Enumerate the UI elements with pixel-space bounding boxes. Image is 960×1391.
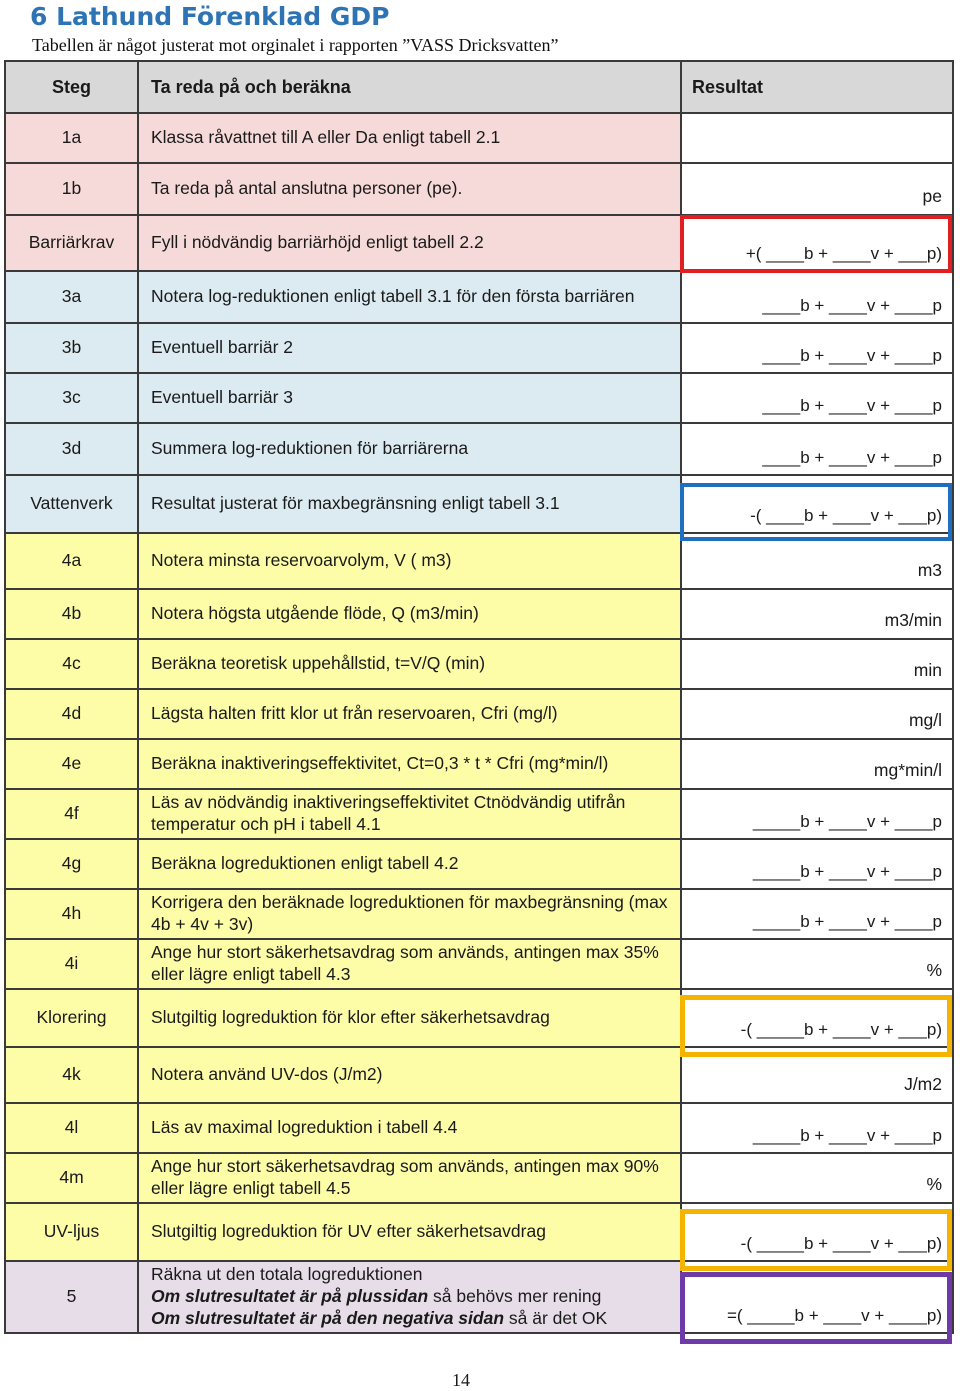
waterworks-highlight [680,483,952,541]
step-cell: Barriärkrav [5,215,138,271]
emphasis: Om slutresultatet är på plussidan [151,1286,429,1307]
result-cell: % [681,1153,953,1203]
result-cell: ____b + ____v + ____p [681,373,953,423]
result-cell: +( ____b + ____v + ___p) [681,215,953,271]
header-result: Resultat [681,61,953,113]
desc-cell: Resultat justerat för maxbegränsning enligt tabell 3.1 [138,475,681,533]
result-cell: _____b + ____v + ____p [681,889,953,939]
step-cell: 4k [5,1047,138,1103]
step-cell: 3c [5,373,138,423]
desc-cell: Ange hur stort säkerhetsavdrag som används, antingen max 90% eller lägre enligt tabell 4.5 [138,1153,681,1203]
desc-cell: Beräkna teoretisk uppehållstid, t=V/Q (min) [138,639,681,689]
table-row [5,1103,953,1153]
desc-cell: Ange hur stort säkerhetsavdrag som används, antingen max 35% eller lägre enligt tabell 4.3 [138,939,681,989]
step-cell: Klorering [5,989,138,1047]
result-cell: m3 [681,533,953,589]
step-cell: 4i [5,939,138,989]
header-desc: Ta reda på och beräkna [138,61,681,113]
desc-cell: Slutgiltig logreduktion för klor efter säkerhetsavdrag [138,989,681,1047]
table-row [5,589,953,639]
desc-cell: Klassa råvattnet till A eller Da enligt tabell 2.1 [138,113,681,163]
uv-highlight [680,1209,952,1271]
step-cell: 3a [5,271,138,323]
step-cell: 4f [5,789,138,839]
step-cell: 4m [5,1153,138,1203]
desc-cell [138,1261,681,1333]
result-cell: ____b + ____v + ____p [681,323,953,373]
result-cell: J/m2 [681,1047,953,1103]
step-cell: 4a [5,533,138,589]
desc-cell: Eventuell barriär 2 [138,323,681,373]
step-cell: 3b [5,323,138,373]
step-cell: 1b [5,163,138,215]
desc-cell: Beräkna logreduktionen enligt tabell 4.2 [138,839,681,889]
step-cell: 4d [5,689,138,739]
result-cell: =( _____b + ____v + ____p) [681,1261,953,1333]
total-highlight [680,1272,952,1344]
result-cell: _____b + ____v + ____p [681,1103,953,1153]
desc-line [151,1286,668,1308]
table-header [5,61,953,113]
table-row [5,789,953,839]
section-heading: 6 Lathund Förenklad GDP [30,2,390,31]
desc-line [151,1308,668,1330]
table-row [5,533,953,589]
chlorination-highlight [680,995,952,1057]
step-cell: 4c [5,639,138,689]
result-cell: ____b + ____v + ____p [681,423,953,475]
step-cell: UV-ljus [5,1203,138,1261]
table-row [5,1153,953,1203]
result-cell: % [681,939,953,989]
table-row [5,889,953,939]
desc-cell: Summera log-reduktionen för barriärerna [138,423,681,475]
desc-cell: Notera log-reduktionen enligt tabell 3.1 för den första barriären [138,271,681,323]
desc-cell: Fyll i nödvändig barriärhöjd enligt tabell 2.2 [138,215,681,271]
result-cell: pe [681,163,953,215]
table-row [5,271,953,323]
result-cell: m3/min [681,589,953,639]
step-cell: 1a [5,113,138,163]
step-cell: 4b [5,589,138,639]
desc-cell: Ta reda på antal anslutna personer (pe). [138,163,681,215]
step-cell: 4h [5,889,138,939]
result-cell: ____b + ____v + ____p [681,271,953,323]
table-row [5,373,953,423]
table-row [5,323,953,373]
desc-cell: Notera högsta utgående flöde, Q (m3/min) [138,589,681,639]
table-row [5,113,953,163]
step-cell: 4l [5,1103,138,1153]
desc-cell: Korrigera den beräknade logreduktionen för maxbegränsning (max 4b + 4v + 3v) [138,889,681,939]
table-row [5,839,953,889]
desc-line: Räkna ut den totala logreduktionen [151,1264,423,1285]
table-row [5,639,953,689]
result-cell: -( _____b + ____v + ___p) [681,1203,953,1261]
step-cell: 5 [5,1261,138,1333]
result-cell: mg/l [681,689,953,739]
result-cell [681,113,953,163]
table-row [5,689,953,739]
emphasis: Om slutresultatet är på den negativa sidan [151,1307,505,1328]
desc-cell: Slutgiltig logreduktion för UV efter säkerhetsavdrag [138,1203,681,1261]
step-cell: Vattenverk [5,475,138,533]
table-row [5,739,953,789]
desc-cell: Eventuell barriär 3 [138,373,681,423]
result-cell: -( _____b + ____v + ___p) [681,989,953,1047]
desc-cell: Lägsta halten fritt klor ut från reservoaren, Cfri (mg/l) [138,689,681,739]
desc-cell: Läs av nödvändig inaktiveringseffektivitet Ctnödvändig utifrån temperatur och pH i tabell 4.1 [138,789,681,839]
table-row [5,163,953,215]
table-row [5,423,953,475]
subtitle: Tabellen är något justerat mot orginalet i rapporten ”VASS Dricksvatten” [32,35,559,55]
table-row [5,939,953,989]
step-cell: 4e [5,739,138,789]
desc-text: så behövs mer rening [428,1286,602,1307]
desc-text: så är det OK [504,1307,608,1328]
step-cell: 4g [5,839,138,889]
desc-cell: Beräkna inaktiveringseffektivitet, Ct=0,3 * t * Cfri (mg*min/l) [138,739,681,789]
desc-cell: Notera minsta reservoarvolym, V ( m3) [138,533,681,589]
result-cell: mg*min/l [681,739,953,789]
result-cell: min [681,639,953,689]
desc-cell: Läs av maximal logreduktion i tabell 4.4 [138,1103,681,1153]
result-cell: -( ____b + ____v + ___p) [681,475,953,533]
result-cell: _____b + ____v + ____p [681,839,953,889]
page-number: 14 [452,1370,470,1390]
step-cell: 3d [5,423,138,475]
barrier-requirement-highlight [680,215,952,273]
header-step: Steg [5,61,138,113]
result-cell: _____b + ____v + ____p [681,789,953,839]
desc-cell: Notera använd UV-dos (J/m2) [138,1047,681,1103]
